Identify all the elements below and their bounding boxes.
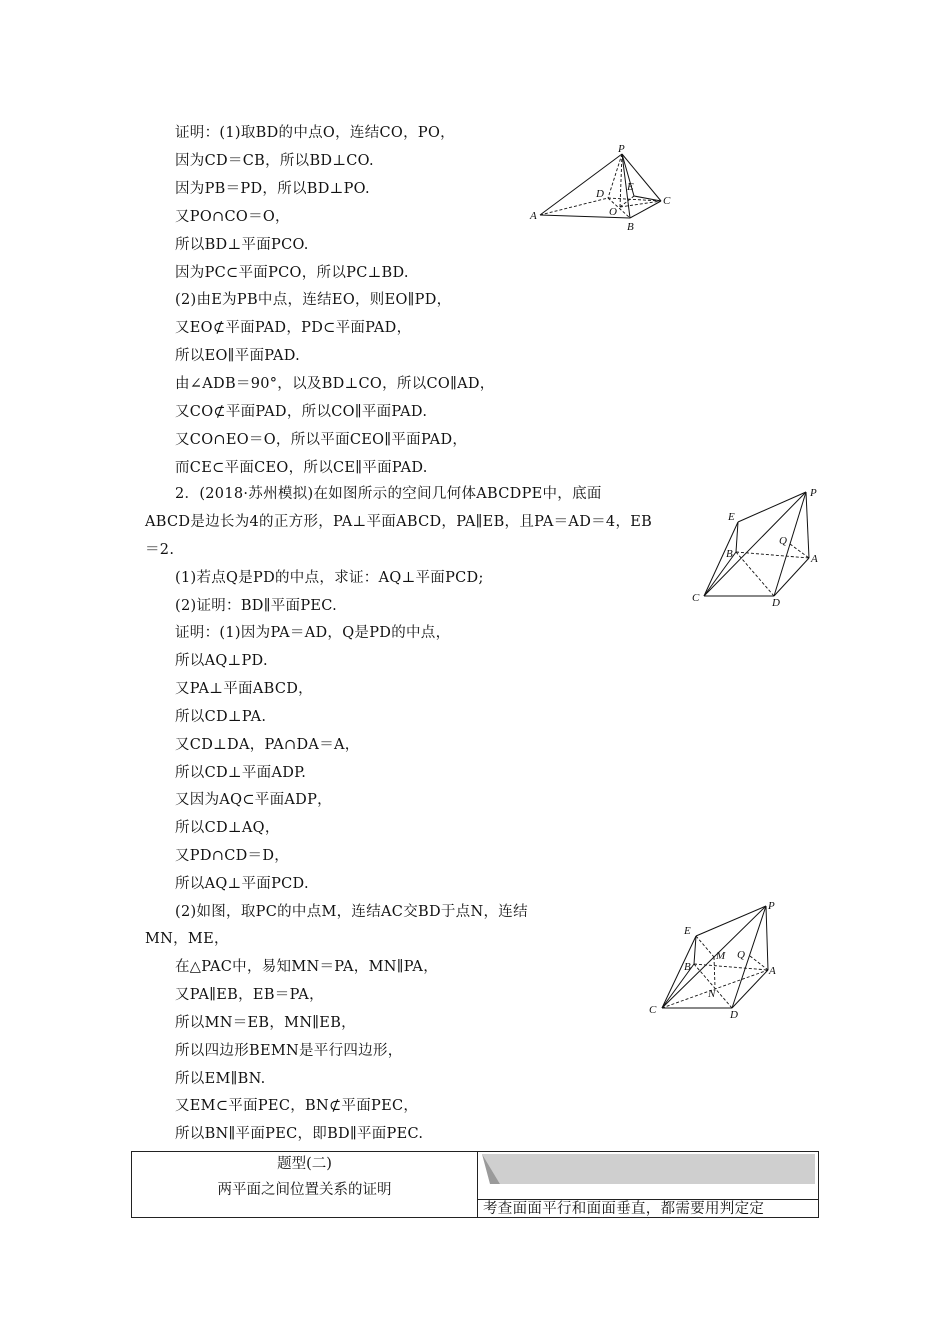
text-line: 又EO⊄平面PAD，PD⊂平面PAD， — [175, 320, 412, 336]
text-line: 所以EM∥BN. — [175, 1071, 266, 1087]
text-line: 因为CD＝CB，所以BD⊥CO. — [175, 153, 374, 169]
text-line: 在△PAC中，易知MN＝PA，MN∥PA， — [175, 959, 439, 975]
text-line: 又PD∩CD＝D， — [175, 848, 290, 864]
text-line: 又因为AQ⊂平面ADP， — [175, 792, 332, 808]
section-description: 考查面面平行和面面垂直，都需要用判定定 — [483, 1201, 765, 1217]
text-line: (2)如图，取PC的中点M，连结AC交BD于点N，连结 — [175, 904, 528, 920]
text-line: 因为PC⊂平面PCO，所以PC⊥BD. — [175, 265, 409, 281]
text-line: 证明：(1)取BD的中点O，连结CO，PO， — [175, 125, 455, 141]
section-subtitle: 两平面之间位置关系的证明 — [217, 1182, 392, 1198]
text-line: (2)证明：BD∥平面PEC. — [175, 598, 338, 614]
text-line: 又PA∥EB，EB＝PA， — [175, 987, 324, 1003]
text-line: 所以CD⊥PA. — [175, 709, 267, 725]
text-line: 所以CD⊥AQ， — [175, 820, 280, 836]
text-line: 又PO∩CO＝O， — [175, 209, 290, 225]
text-line: MN，ME， — [145, 931, 229, 947]
label-c: C — [649, 1004, 657, 1016]
label-m: M — [716, 950, 726, 962]
text-line: 所以EO∥平面PAD. — [175, 348, 301, 364]
text-line: 所以四边形BEMN是平行四边形， — [175, 1043, 403, 1059]
solid-figure-2 — [686, 484, 826, 608]
text-line: 又CD⊥DA，PA∩DA＝A， — [175, 737, 360, 753]
label-e: E — [728, 511, 735, 523]
pyramid-figure-1 — [528, 140, 678, 234]
text-line: 所以MN＝EB，MN∥EB， — [175, 1015, 356, 1031]
label-b: B — [726, 548, 733, 560]
text-line: 而CE⊂平面CEO，所以CE∥平面PAD. — [175, 460, 428, 476]
label-c: C — [692, 592, 700, 604]
label-p: P — [810, 487, 817, 499]
label-a: A — [530, 210, 537, 222]
section-header-table — [131, 1151, 819, 1218]
label-q: Q — [737, 949, 745, 961]
table-divider — [477, 1152, 478, 1217]
label-d: D — [596, 188, 604, 200]
text-line: 所以AQ⊥PD. — [175, 653, 268, 669]
text-line: 又PA⊥平面ABCD， — [175, 681, 313, 697]
problem-statement-line: ABCD是边长为4的正方形，PA⊥平面ABCD，PA∥EB，且PA＝AD＝4，EB — [145, 514, 653, 530]
text-line: 所以BN∥平面PEC，即BD∥平面PEC. — [175, 1126, 424, 1142]
label-a: A — [769, 965, 776, 977]
label-a: A — [811, 553, 818, 565]
label-b: B — [684, 961, 691, 973]
label-d: D — [772, 597, 780, 608]
text-line: (2)由E为PB中点，连结EO，则EO∥PD， — [175, 292, 452, 308]
text-line: 所以CD⊥平面ADP. — [175, 765, 307, 781]
text-line: 又CO⊄平面PAD，所以CO∥平面PAD. — [175, 404, 428, 420]
text-line: 所以AQ⊥平面PCD. — [175, 876, 309, 892]
text-line: 证明：(1)因为PA＝AD，Q是PD的中点， — [175, 625, 451, 641]
text-line: 又EM⊂平面PEC，BN⊄平面PEC， — [175, 1098, 419, 1114]
label-e: E — [684, 925, 691, 937]
problem-statement-line: ＝2. — [145, 542, 175, 558]
text-line: (1)若点Q是PD的中点，求证：AQ⊥平面PCD; — [175, 570, 484, 586]
text-line: 所以BD⊥平面PCO. — [175, 237, 309, 253]
label-n: N — [708, 988, 716, 1000]
label-d: D — [730, 1009, 738, 1020]
solid-figure-3 — [644, 898, 784, 1020]
section-title: 题型(二) — [277, 1156, 332, 1172]
label-q: Q — [779, 535, 787, 547]
problem-statement-line: 2．(2018·苏州模拟)在如图所示的空间几何体ABCDPE中，底面 — [175, 486, 602, 502]
text-line: 由∠ADB＝90°，以及BD⊥CO，所以CO∥AD， — [175, 376, 495, 392]
label-e: E — [627, 181, 634, 193]
text-line: 因为PB＝PD，所以BD⊥PO. — [175, 181, 370, 197]
decorative-banner — [482, 1154, 815, 1186]
text-line: 又CO∩EO＝O，所以平面CEO∥平面PAD， — [175, 432, 468, 448]
label-b: B — [627, 221, 634, 233]
label-p: P — [618, 143, 625, 155]
label-c: C — [663, 195, 671, 207]
label-p: P — [768, 900, 775, 912]
label-o: O — [609, 206, 617, 218]
